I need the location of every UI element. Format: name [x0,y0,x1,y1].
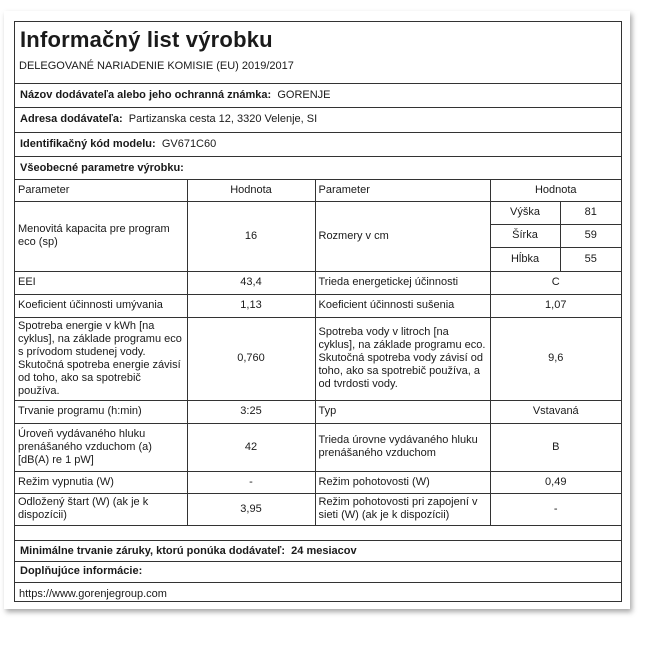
product-information-sheet [4,11,630,609]
parameters-table [15,180,621,526]
table-row [15,423,621,471]
supplier-row [15,84,621,108]
regulation-subtitle: DELEGOVANÉ NARIADENIE KOMISIE (EU) 2019/2017 [19,60,294,72]
table-row [15,271,621,294]
warranty-value: 24 mesiacov [291,545,357,557]
networked-standby-label: Režim pohotovosti pri zapojení v sieti (W) (ak je k dispozícii) [315,493,490,525]
depth-label: Hĺbka [490,247,560,271]
general-parameters-heading-row [15,157,621,180]
standby-value: 0,49 [490,471,621,493]
address-row [15,108,621,133]
noise-class-value: B [490,423,621,471]
header-value-1: Hodnota [187,180,315,201]
supplier-value: GORENJE [277,89,331,101]
cleaning-index-label: Koeficient účinnosti umývania [15,294,187,317]
model-row [15,133,621,157]
address-value: Partizanska cesta 12, 3320 Velenje, SI [128,113,318,125]
duration-value: 3:25 [187,400,315,423]
dimensions-label: Rozmery v cm [315,201,490,271]
warranty-label: Minimálne trvanie záruky, ktorú ponúka dodávateľ: [20,545,286,557]
water-consumption-label: Spotreba vody v litroch [na cyklus], na základe programu eco. Skutočná spotreba vody závisí od toho, ako sa spotrebič používa, a od tvrdosti vody. [315,317,490,400]
model-label: Identifikačný kód modelu: [20,138,156,150]
noise-class-label: Trieda úrovne vydávaného hluku prenášaného vzduchom [315,423,490,471]
height-label: Výška [490,201,560,224]
header-parameter-1: Parameter [15,180,187,201]
capacity-value: 16 [187,201,315,271]
additional-info-heading-row [15,562,621,583]
header-parameter-2: Parameter [315,180,490,201]
header-value-2: Hodnota [490,180,621,201]
table-header-row [15,180,621,201]
water-consumption-value: 9,6 [490,317,621,400]
sheet-frame [14,21,622,602]
page-title: Informačný list výrobku [20,27,273,52]
address-label: Adresa dodávateľa: [20,113,123,125]
type-value: Vstavaná [490,400,621,423]
title-block [15,22,621,84]
delay-start-label: Odložený štart (W) (ak je k dispozícii) [15,493,187,525]
additional-info-row [15,583,621,601]
cleaning-index-value: 1,13 [187,294,315,317]
width-value: 59 [560,224,621,247]
general-parameters-heading: Všeobecné parametre výrobku: [20,162,184,174]
width-label: Šírka [490,224,560,247]
capacity-label: Menovitá kapacita pre program eco (sp) [15,201,187,271]
eei-label: EEI [15,271,187,294]
noise-label: Úroveň vydávaného hluku prenášaného vzduchom (a) [dB(A) re 1 pW] [15,423,187,471]
off-mode-value: - [187,471,315,493]
supplier-label: Názov dodávateľa alebo jeho ochranná známka: [20,89,272,101]
warranty-row [15,540,621,562]
energy-consumption-value: 0,760 [187,317,315,400]
height-value: 81 [560,201,621,224]
website-link[interactable]: https://www.gorenjegroup.com [19,588,167,600]
additional-info-heading: Doplňujúce informácie: [20,565,143,577]
standby-label: Režim pohotovosti (W) [315,471,490,493]
table-row [15,471,621,493]
noise-value: 42 [187,423,315,471]
duration-label: Trvanie programu (h:min) [15,400,187,423]
drying-index-label: Koeficient účinnosti sušenia [315,294,490,317]
model-value: GV671C60 [161,138,217,150]
table-row [15,201,621,224]
table-row [15,493,621,525]
energy-consumption-label: Spotreba energie v kWh [na cyklus], na základe programu eco s prívodom studenej vody. Skutočná spotreba energie závisí od toho, ako sa spotrebič používa. [15,317,187,400]
energy-class-value: C [490,271,621,294]
table-row [15,400,621,423]
drying-index-value: 1,07 [490,294,621,317]
energy-class-label: Trieda energetickej účinnosti [315,271,490,294]
networked-standby-value: - [490,493,621,525]
table-row [15,294,621,317]
depth-value: 55 [560,247,621,271]
type-label: Typ [315,400,490,423]
eei-value: 43,4 [187,271,315,294]
table-row [15,317,621,400]
delay-start-value: 3,95 [187,493,315,525]
off-mode-label: Režim vypnutia (W) [15,471,187,493]
